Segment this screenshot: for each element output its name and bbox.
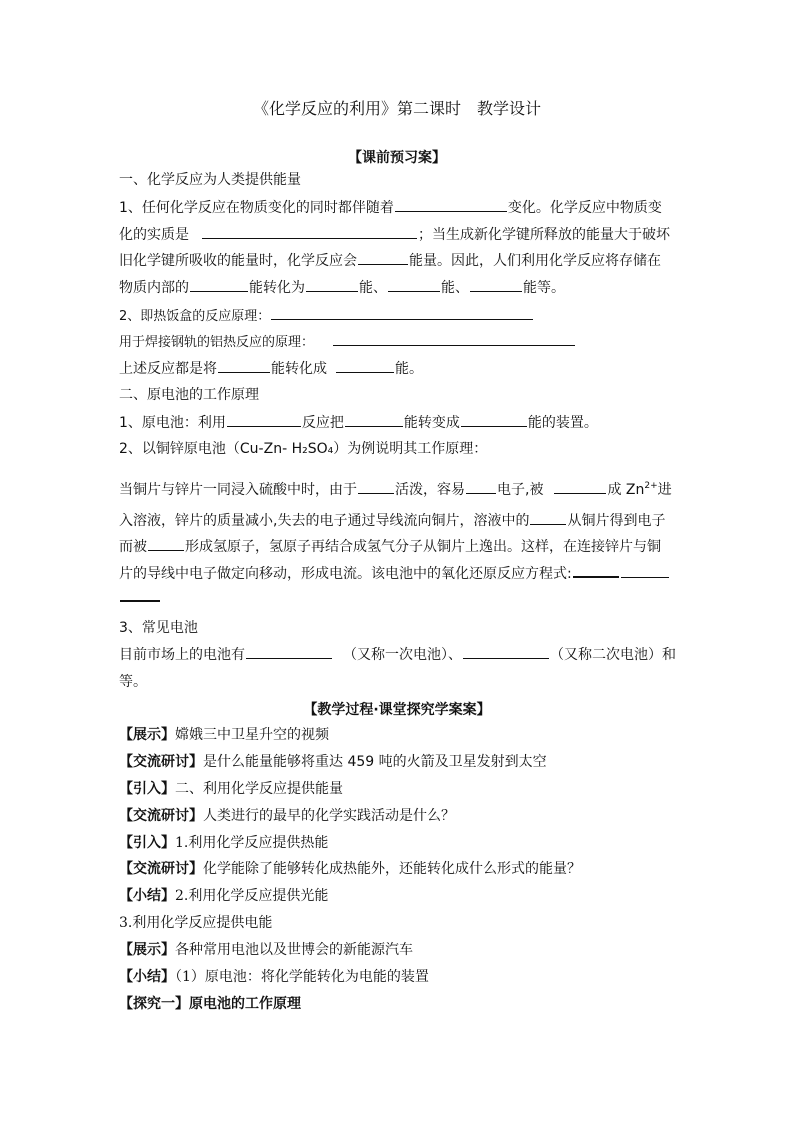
text: 而被 xyxy=(119,539,147,555)
paragraph-line xyxy=(119,413,598,432)
fill-blank[interactable] xyxy=(554,480,606,494)
fill-blank[interactable] xyxy=(120,587,160,602)
fill-blank[interactable] xyxy=(336,359,394,373)
text: 化学能除了能够转化成热能外，还能转化成什么形式的能量？ xyxy=(203,861,581,877)
text: （又称二次电池）和 xyxy=(550,647,676,663)
fill-blank[interactable] xyxy=(395,198,507,212)
fill-blank[interactable] xyxy=(202,225,417,239)
paragraph-line xyxy=(119,306,534,326)
paragraph-line xyxy=(119,332,576,352)
fill-blank[interactable] xyxy=(621,564,669,578)
fill-blank[interactable] xyxy=(227,413,301,427)
activity-row xyxy=(119,887,328,905)
text: 反应把 xyxy=(301,415,344,431)
paragraph-line xyxy=(119,587,161,607)
activity-tag: 【交流研讨】 xyxy=(119,861,203,877)
text: 活泼，容易 xyxy=(395,482,465,498)
activity-row xyxy=(119,860,581,878)
text: 入溶液，锌片的质量减小,失去的电子通过导线流向铜片，溶液中的 xyxy=(119,513,530,529)
activity-tag: 【展示】 xyxy=(119,942,175,958)
text: 电子,被 xyxy=(497,482,544,498)
activity-row xyxy=(119,753,547,771)
text: 能等。 xyxy=(523,280,565,296)
fill-blank[interactable] xyxy=(190,278,248,292)
paragraph-line xyxy=(119,251,661,270)
text: 从铜片得到电子 xyxy=(567,513,666,529)
text: 能转化成 xyxy=(271,361,327,377)
text: ；当生成新化学键所释放的能量大于破坏 xyxy=(418,227,670,243)
paragraph-line xyxy=(119,198,662,217)
text: 当铜片与锌片一同浸入硫酸中时，由于 xyxy=(119,482,357,498)
fill-blank[interactable] xyxy=(271,306,533,320)
text: 二、利用化学反应提供能量 xyxy=(175,781,343,797)
text: 能、 xyxy=(441,280,469,296)
text: 上述反应都是将 xyxy=(119,361,217,377)
text: 变化。化学反应中物质变 xyxy=(507,200,662,216)
fill-blank[interactable] xyxy=(358,480,394,494)
text: 物质内部的 xyxy=(119,280,189,296)
text: 用于焊接钢轨的铝热反应的原理： xyxy=(119,335,315,350)
fill-blank[interactable] xyxy=(358,251,408,265)
fill-blank[interactable] xyxy=(530,511,566,525)
activity-row xyxy=(119,726,329,744)
document-title: 《化学反应的利用》第二课时 教学设计 xyxy=(252,99,541,118)
text: 是什么能量能够将重达 459 吨的火箭及卫星发射到太空 xyxy=(203,754,547,770)
activity-tag: 【交流研讨】 xyxy=(119,754,203,770)
fill-blank[interactable] xyxy=(345,413,403,427)
fill-blank[interactable] xyxy=(461,413,527,427)
text: 目前市场上的电池有 xyxy=(119,647,245,663)
paragraph-line xyxy=(119,645,676,664)
paragraph-line: 2、以铜锌原电池（Cu-Zn- H₂SO₄）为例说明其工作原理： xyxy=(119,441,488,457)
fill-blank[interactable] xyxy=(388,278,440,292)
text: 成 Zn xyxy=(607,482,645,498)
paragraph-line xyxy=(119,511,665,530)
activity-tag: 【小结】 xyxy=(119,888,175,904)
fill-blank[interactable] xyxy=(306,278,358,292)
activity-tag: 【引入】 xyxy=(119,781,175,797)
text: 原电池的工作原理 xyxy=(189,996,301,1012)
fill-blank[interactable] xyxy=(218,359,270,373)
activity-row xyxy=(119,834,328,852)
text: 能转变成 xyxy=(403,415,460,431)
fill-blank[interactable] xyxy=(333,332,575,346)
preview-heading: 【课前预习案】 xyxy=(348,150,446,166)
fill-blank[interactable] xyxy=(470,278,522,292)
text: 人类进行的最早的化学实践活动是什么？ xyxy=(203,808,455,824)
fill-blank[interactable] xyxy=(573,563,619,578)
text: （1）原电池：将化学能转化为电能的装置 xyxy=(175,969,429,985)
fill-blank[interactable] xyxy=(246,645,332,659)
activity-row xyxy=(119,941,413,959)
text: 能转化为 xyxy=(249,280,305,296)
activity-row xyxy=(119,914,272,932)
text: 嫦娥三中卫星升空的视频 xyxy=(175,727,329,743)
activity-row xyxy=(119,780,343,798)
activity-row xyxy=(119,995,301,1013)
activity-tag: 【展示】 xyxy=(119,727,175,743)
process-heading: 【教学过程·课堂探究学案案】 xyxy=(303,702,491,718)
activity-tag: 【交流研讨】 xyxy=(119,808,203,824)
text: 各种常用电池以及世博会的新能源汽车 xyxy=(175,942,413,958)
text: 能。 xyxy=(395,361,423,377)
text: 2、即热饭盒的反应原理： xyxy=(119,309,271,324)
activity-tag: 【小结】 xyxy=(119,969,175,985)
paragraph-line xyxy=(119,537,661,556)
text: （又称一次电池）、 xyxy=(343,647,462,663)
paragraph-line: 等。 xyxy=(119,674,147,690)
section-two-heading: 二、原电池的工作原理 xyxy=(119,387,259,403)
activity-row xyxy=(119,807,455,825)
paragraph-line: 3、常见电池 xyxy=(119,620,198,636)
activity-row xyxy=(119,968,429,986)
paragraph-line xyxy=(119,278,565,297)
paragraph-line xyxy=(119,477,672,499)
text: 进 xyxy=(657,482,672,498)
superscript: 2+ xyxy=(644,481,658,491)
text: 1、任何化学反应在物质变化的同时都伴随着 xyxy=(119,200,394,216)
activity-tag: 【引入】 xyxy=(119,835,175,851)
activity-tag: 【探究一】 xyxy=(119,996,189,1012)
text: 1.利用化学反应提供热能 xyxy=(175,835,329,851)
paragraph-line xyxy=(119,563,670,583)
text: 3.利用化学反应提供电能 xyxy=(119,915,273,931)
text: 化的实质是 xyxy=(119,227,189,243)
text: 片的导线中电子做定向移动，形成电流。该电池中的氧化还原反应方程式: xyxy=(119,566,572,582)
fill-blank[interactable] xyxy=(148,537,184,551)
fill-blank[interactable] xyxy=(466,480,496,494)
text: 能、 xyxy=(359,280,387,296)
text: 能的装置。 xyxy=(527,415,598,431)
paragraph-line xyxy=(119,359,423,378)
text: 1、原电池：利用 xyxy=(119,415,226,431)
text: 形成氢原子，氢原子再结合成氢气分子从铜片上逸出。这样，在连接锌片与铜 xyxy=(185,539,661,555)
paragraph-line xyxy=(119,225,670,244)
fill-blank[interactable] xyxy=(463,645,549,659)
text: 能量。因此，人们利用化学反应将存储在 xyxy=(409,253,661,269)
section-one-heading: 一、化学反应为人类提供能量 xyxy=(119,172,301,188)
text: 2.利用化学反应提供光能 xyxy=(175,888,329,904)
text: 旧化学键所吸收的能量时，化学反应会 xyxy=(119,253,357,269)
